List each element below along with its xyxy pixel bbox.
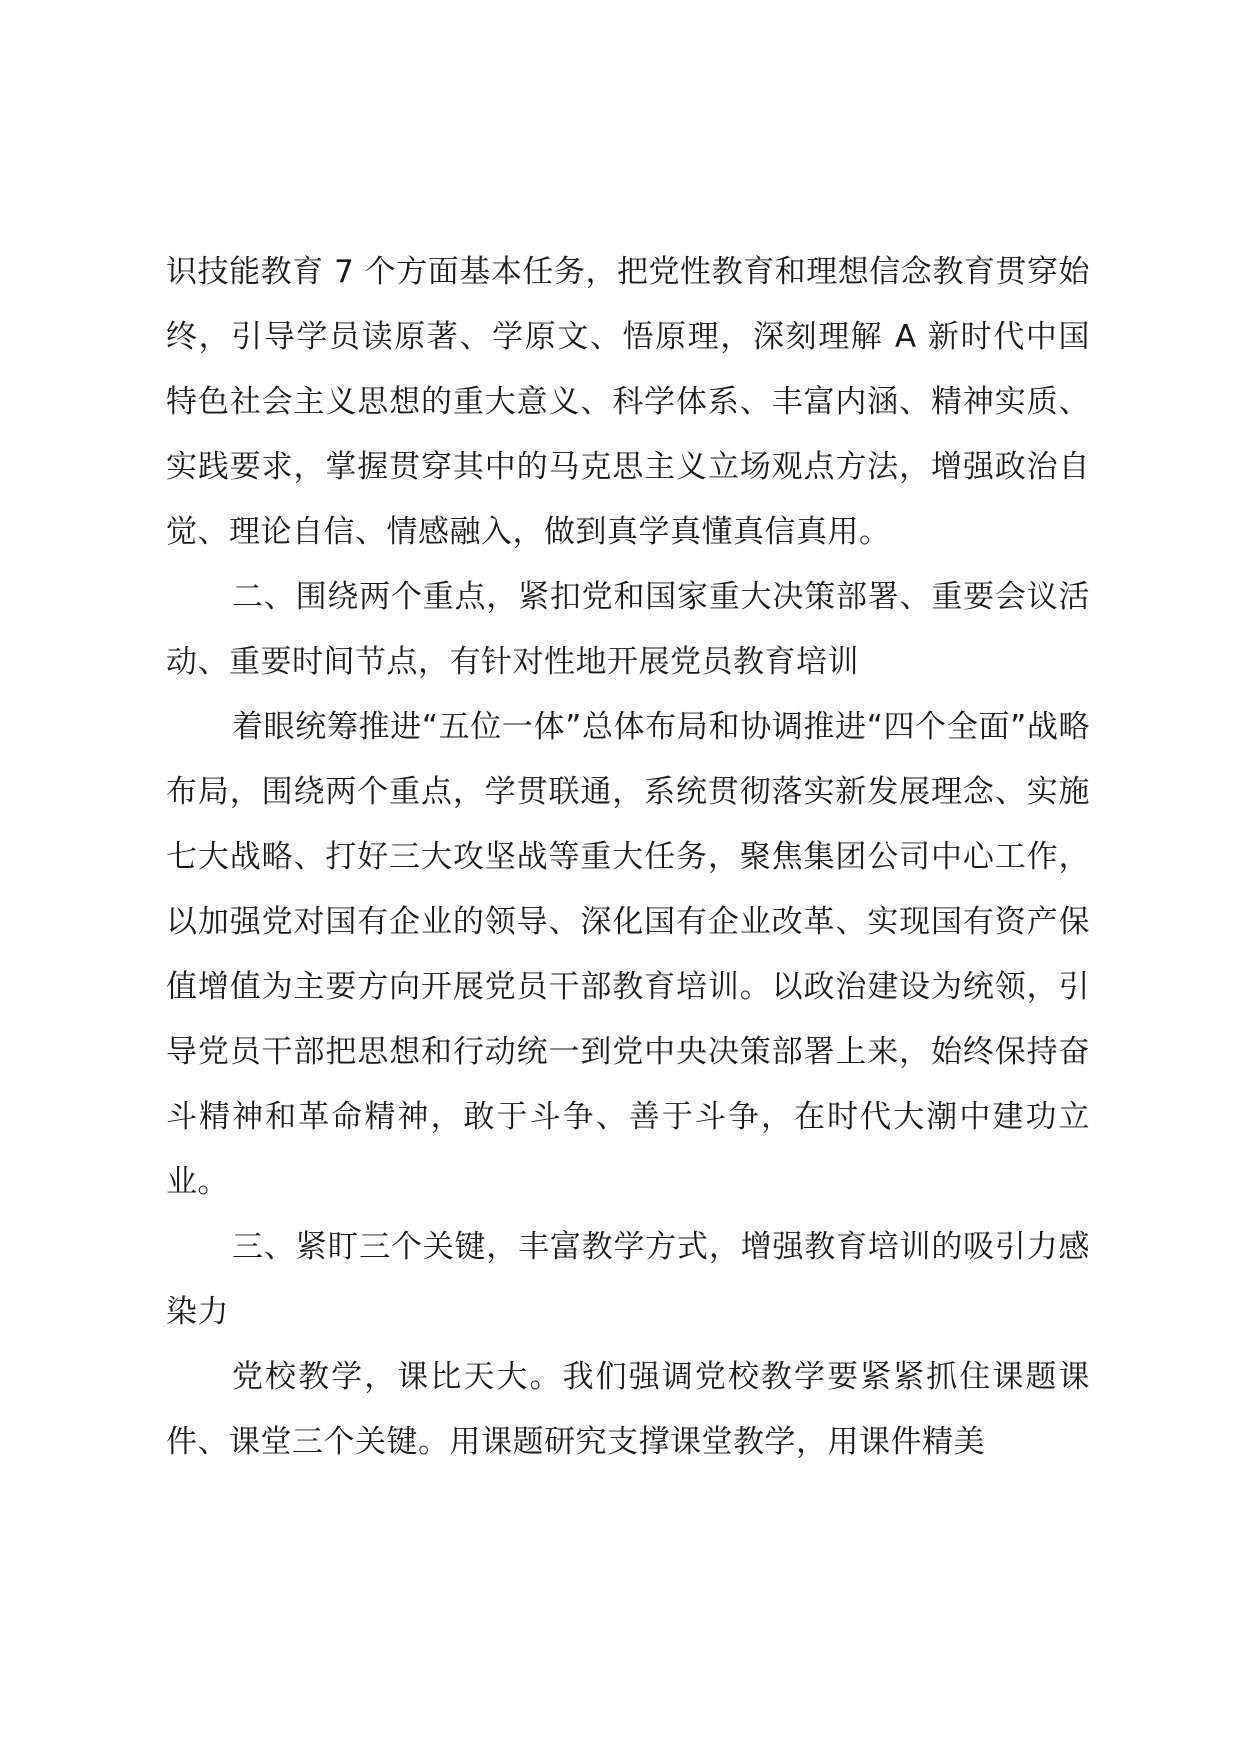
document-body bbox=[166, 240, 1090, 1475]
section-heading-two: 二、围绕两个重点，紧扣党和国家重大决策部署、重要会议活动、重要时间节点，有针对性地开展党员教育培训 bbox=[166, 579, 1090, 680]
paragraph-continuation: 识技能教育 7 个方面基本任务，把党性教育和理想信念教育贯穿始终，引导学员读原著、学原文、悟原理，深刻理解 A 新时代中国特色社会主义思想的重大意义、科学体系、丰富内涵、精神实质、实践要求，掌握贯穿其中的马克思主义立场观点方法，增强政治自觉、理论自信、情感融入，做到真学真懂真信真用。 bbox=[166, 254, 1090, 550]
section-heading-three: 三、紧盯三个关键，丰富教学方式，增强教育培训的吸引力感染力 bbox=[166, 1229, 1090, 1330]
paragraph-section-three: 党校教学，课比天大。我们强调党校教学要紧紧抓住课题课件、课堂三个关键。用课题研究支撑课堂教学，用课件精美 bbox=[166, 1359, 1090, 1460]
paragraph-section-two: 着眼统筹推进“五位一体”总体布局和协调推进“四个全面”战略布局，围绕两个重点，学贯联通，系统贯彻落实新发展理念、实施七大战略、打好三大攻坚战等重大任务，聚焦集团公司中心工作，以加强党对国有企业的领导、深化国有企业改革、实现国有资产保值增值为主要方向开展党员干部教育培训。以政治建设为统领，引导党员干部把思想和行动统一到党中央决策部署上来，始终保持奋斗精神和革命精神，敢于斗争、善于斗争，在时代大潮中建功立业。 bbox=[166, 709, 1090, 1200]
